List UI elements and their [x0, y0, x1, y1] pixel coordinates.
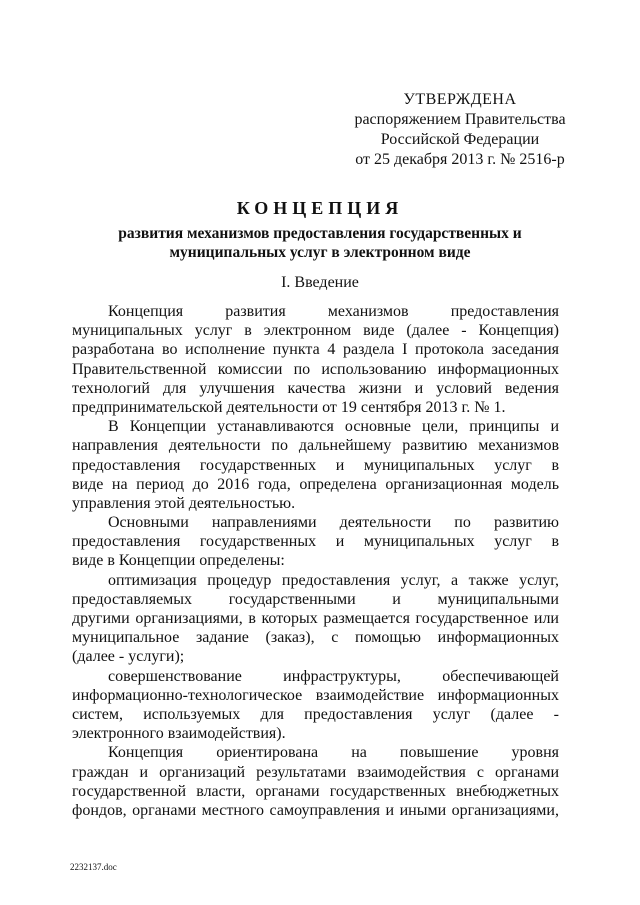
body-line: Основными направлениями деятельности по развитию — [108, 514, 559, 532]
body-line: совершенствование инфраструктуры, обеспечивающей — [108, 667, 559, 685]
body-line: Правительственной комиссии по использованию информационных — [72, 360, 559, 378]
document-title: КОНЦЕПЦИЯ — [236, 198, 404, 218]
body-line: граждан и организаций результатами взаимодействия с органами — [72, 763, 559, 781]
body-line: систем, используемых для предоставления услуг (далее - — [72, 705, 559, 723]
body-line: виде на период до 2016 года, определена организационная модель — [72, 475, 559, 493]
body-line: другими организациями, в которых размещается государственное или — [72, 610, 559, 627]
subtitle-line-1: развития механизмов предоставления государственных и — [118, 225, 522, 242]
body-line: государственной власти, органами государственных внебюджетных — [72, 782, 559, 800]
body-line: информационно-технологическое взаимодействие информационных — [72, 686, 559, 704]
body-line: фондов, органами местного самоуправления и иными организациями, — [72, 801, 559, 819]
body-line: муниципальное задание (заказ), с помощью информационных — [72, 629, 559, 647]
approval-line-1: распоряжением Правительства — [354, 111, 566, 128]
body-line: Концепция развития механизмов предоставления — [108, 303, 559, 320]
body-line: муниципальных услуг в электронном виде (далее - Концепция) — [72, 322, 559, 340]
subtitle-line-2: муниципальных услуг в электронном виде — [169, 244, 471, 261]
body-line: оптимизация процедур предоставления услуг, а также услуг, — [108, 571, 559, 589]
body-line: предоставления государственных и муниципальных услуг в — [72, 533, 559, 551]
body-line: технологий для улучшения качества жизни и условий ведения — [72, 379, 559, 397]
body-line: предоставления государственных и муниципальных услуг в — [72, 456, 559, 474]
body-line: направления деятельности по дальнейшему развитию механизмов — [72, 437, 559, 455]
body-line: предоставляемых государственными и муниципальными — [72, 590, 559, 608]
body-line: В Концепции устанавливаются основные цели, принципы и — [108, 418, 559, 436]
body-line: предпринимательской деятельности от 19 сентября 2013 г. № 1. — [72, 398, 506, 416]
approval-block — [340, 90, 580, 170]
body-line: виде в Концепции определены: — [72, 552, 285, 570]
body-line: Концепция ориентирована на повышение уровня — [108, 744, 559, 762]
body-line: электронного взаимодействия). — [72, 725, 286, 743]
footer-file-code: 2232137.doc — [70, 862, 117, 872]
section-heading: I. Введение — [281, 274, 359, 291]
document-subtitle — [70, 224, 570, 262]
approval-line-2: Российской Федерации — [380, 131, 540, 148]
body-line: (далее - услуги); — [72, 648, 185, 666]
approval-line-3: от 25 декабря 2013 г. № 2516-р — [355, 151, 565, 168]
body-text — [72, 302, 559, 820]
approval-heading: УТВЕРЖДЕНА — [403, 91, 517, 108]
body-line: управления этой деятельностью. — [72, 494, 296, 512]
body-line: разработана во исполнение пункта 4 раздела I протокола заседания — [72, 341, 559, 359]
